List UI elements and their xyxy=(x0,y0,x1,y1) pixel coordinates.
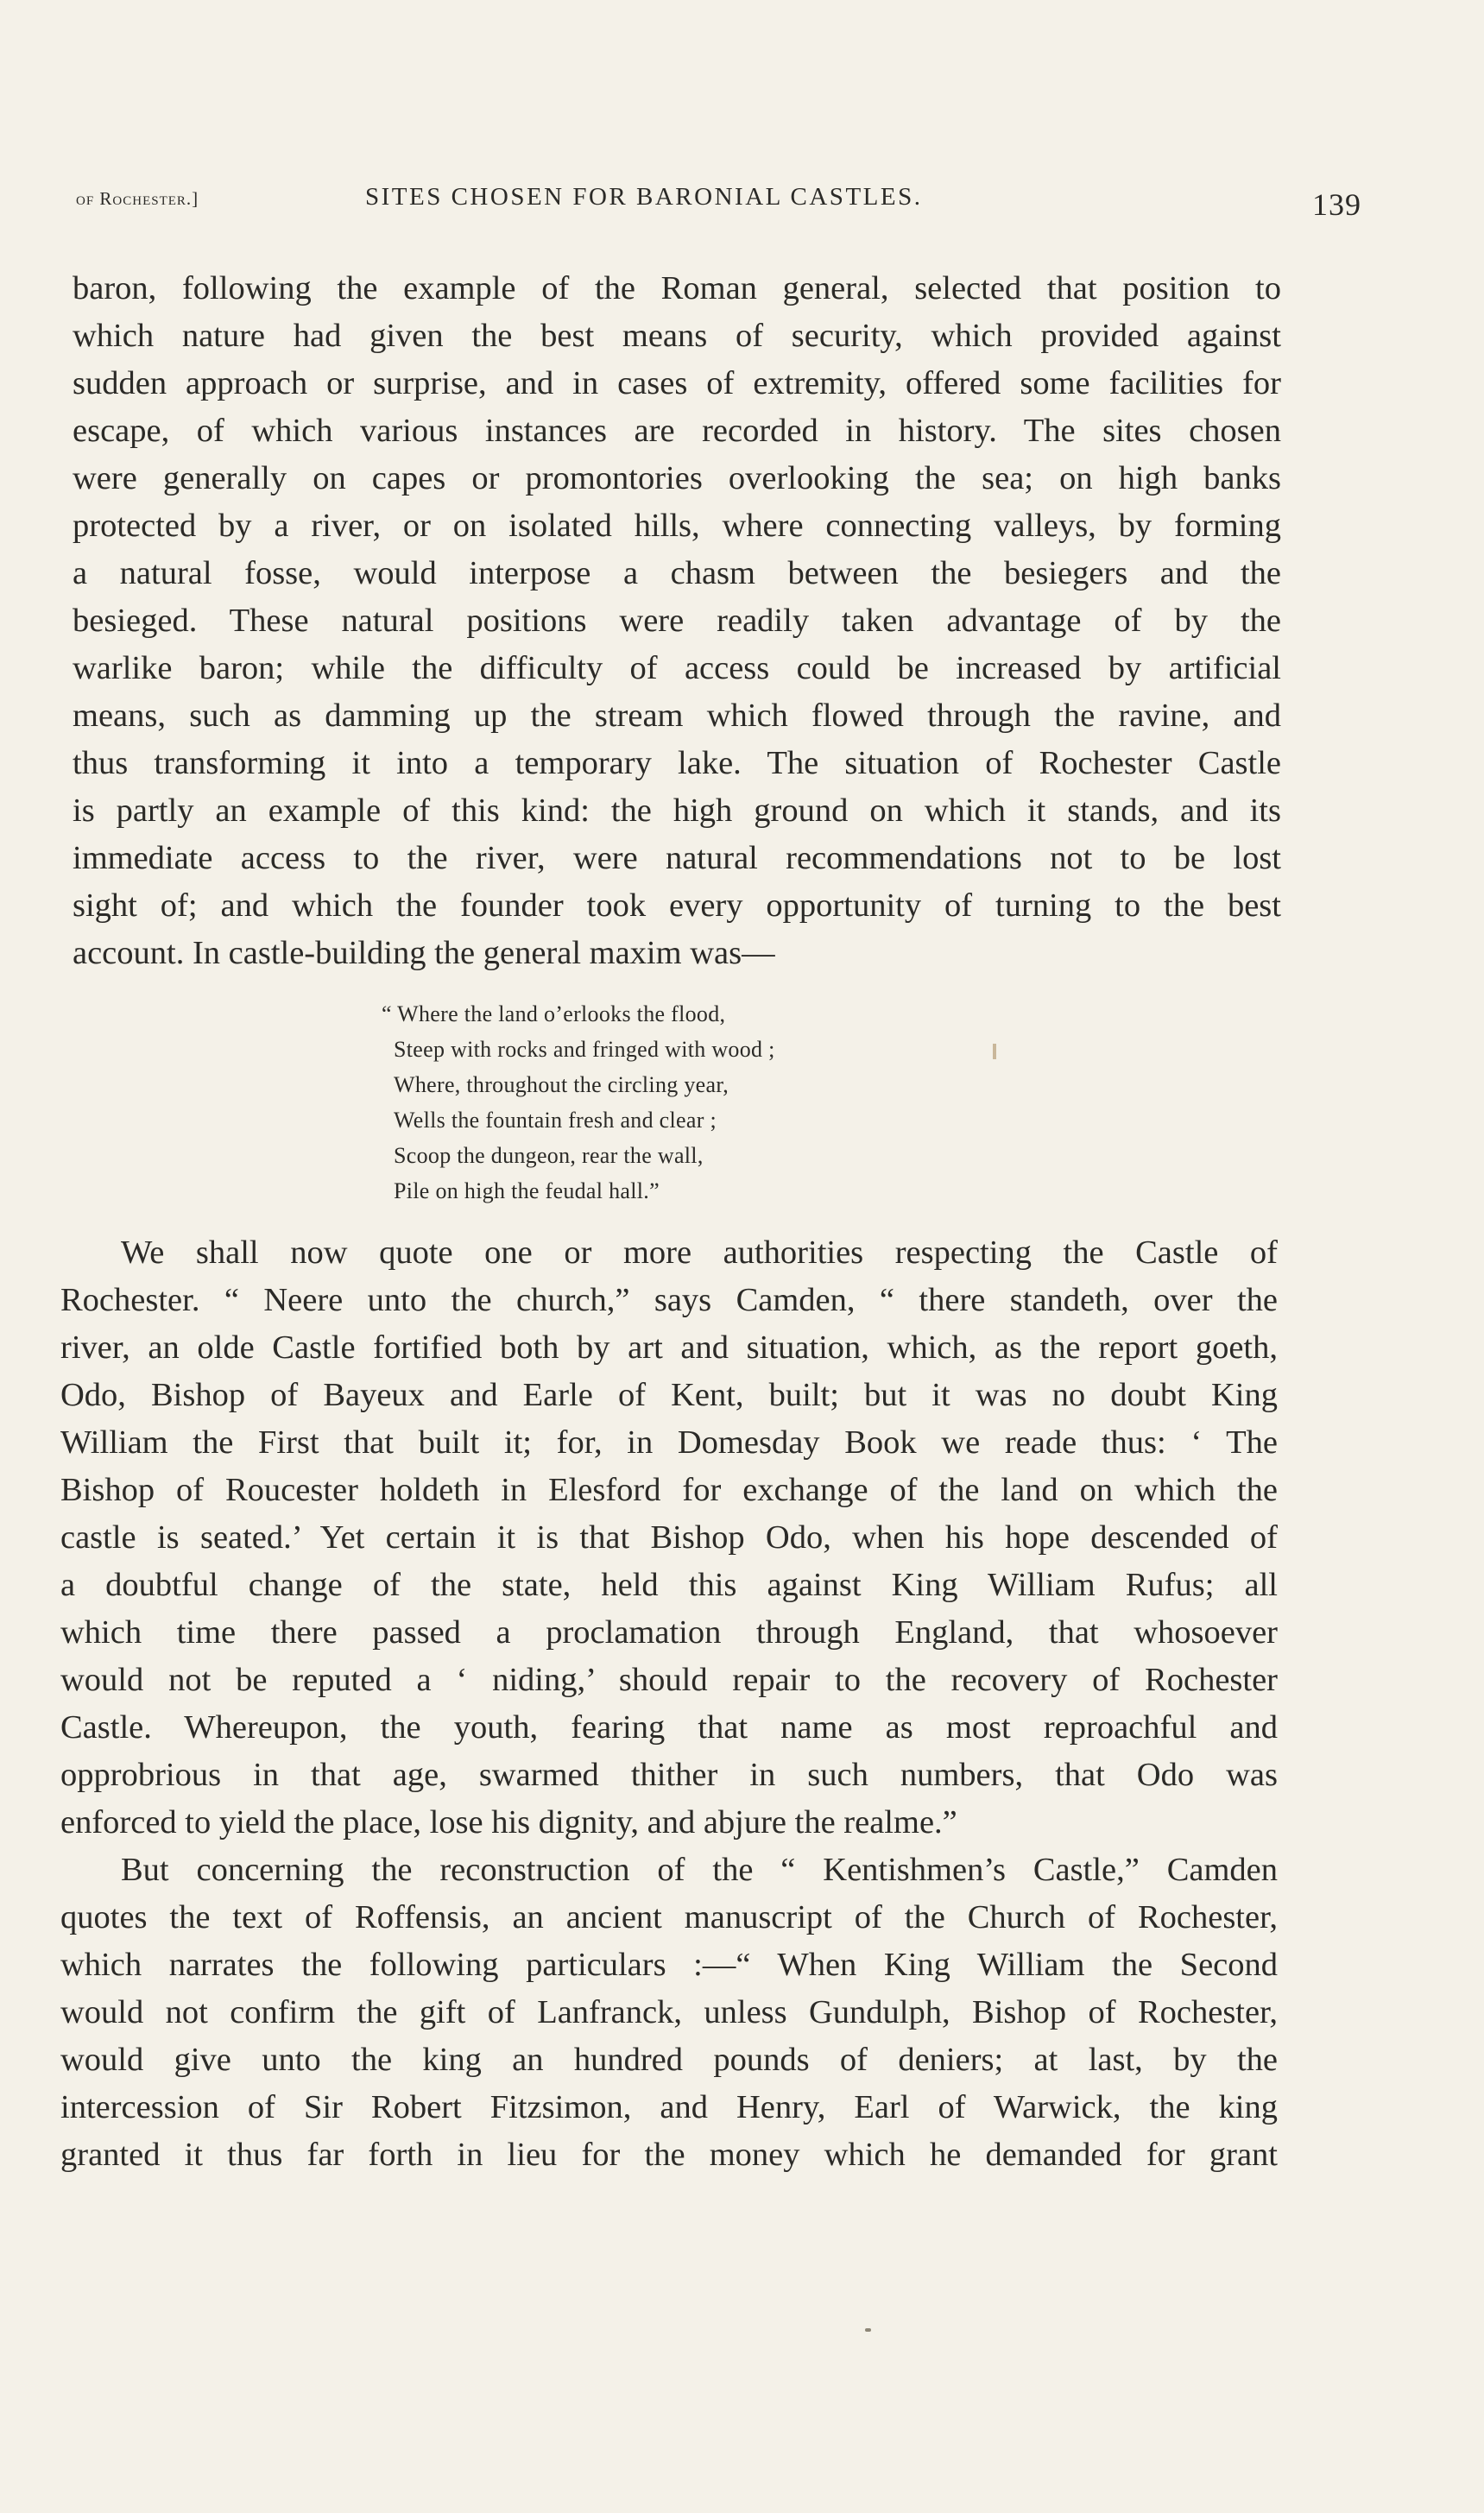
text-line: quotes the text of Roffensis, an ancient manuscript of the Church of Rochester, xyxy=(60,1899,1278,1935)
text-line: granted it thus far forth in lieu for the money which he demanded for grant xyxy=(60,2137,1278,2173)
text-line: a natural fosse, would interpose a chasm between the besiegers and the xyxy=(73,555,1281,591)
verse-line: Wells the fountain fresh and clear ; xyxy=(394,1108,717,1133)
text-line: sudden approach or surprise, and in cases of extremity, offered some facilities for xyxy=(73,365,1281,401)
page-number: 139 xyxy=(1312,187,1361,222)
text-line: We shall now quote one or more authorities respecting the Castle of xyxy=(121,1234,1278,1271)
running-head-left: of Rochester.] xyxy=(76,188,199,209)
verse-line: “ Where the land o’erlooks the flood, xyxy=(382,1001,726,1026)
text-line: sight of; and which the founder took every opportunity of turning to the best xyxy=(73,887,1281,924)
text-line: were generally on capes or promontories overlooking the sea; on high banks xyxy=(73,460,1281,496)
paper-speck xyxy=(865,2328,871,2332)
text-line: escape, of which various instances are recorded in history. The sites chosen xyxy=(73,413,1281,449)
text-line: is partly an example of this kind: the high ground on which it stands, and its xyxy=(73,792,1281,829)
verse-line: Pile on high the feudal hall.” xyxy=(394,1178,660,1203)
verse-line: Where, throughout the circling year, xyxy=(394,1072,729,1097)
running-head-title: SITES CHOSEN FOR BARONIAL CASTLES. xyxy=(365,183,923,211)
text-line: river, an olde Castle fortified both by art and situation, which, as the report goeth, xyxy=(60,1329,1278,1366)
text-line: Odo, Bishop of Bayeux and Earle of Kent, built; but it was no doubt King xyxy=(60,1377,1278,1413)
text-line: besieged. These natural positions were readily taken advantage of by the xyxy=(73,603,1281,639)
text-line: Bishop of Roucester holdeth in Elesford for exchange of the land on which the xyxy=(60,1472,1278,1508)
text-line: thus transforming it into a temporary lake. The situation of Rochester Castle xyxy=(73,745,1281,781)
running-head xyxy=(76,181,1361,224)
text-line: protected by a river, or on isolated hills, where connecting valleys, by forming xyxy=(73,508,1281,544)
text-line: intercession of Sir Robert Fitzsimon, and Henry, Earl of Warwick, the king xyxy=(60,2089,1278,2125)
text-line: William the First that built it; for, in Domesday Book we reade thus: ‘ The xyxy=(60,1424,1278,1461)
text-line: would not be reputed a ‘ niding,’ should repair to the recovery of Rochester xyxy=(60,1662,1278,1698)
text-line: which narrates the following particulars :—“ When King William the Second xyxy=(60,1947,1278,1983)
text-line: warlike baron; while the difficulty of access could be increased by artificial xyxy=(73,650,1281,686)
verse-line: Scoop the dungeon, rear the wall, xyxy=(394,1143,704,1168)
text-line: opprobrious in that age, swarmed thither in such numbers, that Odo was xyxy=(60,1757,1278,1793)
text-line: a doubtful change of the state, held this against King William Rufus; all xyxy=(60,1567,1278,1603)
text-line: baron, following the example of the Roman general, selected that position to xyxy=(73,270,1281,306)
text-line: immediate access to the river, were natural recommendations not to be lost xyxy=(73,840,1281,876)
text-line: means, such as damming up the stream which flowed through the ravine, and xyxy=(73,698,1281,734)
text-line: which nature had given the best means of security, which provided against xyxy=(73,318,1281,354)
text-line: But concerning the reconstruction of the “ Kentishmen’s Castle,” Camden xyxy=(121,1852,1278,1888)
text-line: Castle. Whereupon, the youth, fearing that name as most reproachful and xyxy=(60,1709,1278,1746)
text-line: would give unto the king an hundred pounds of deniers; at last, by the xyxy=(60,2042,1278,2078)
text-line: would not confirm the gift of Lanfranck, unless Gundulph, Bishop of Rochester, xyxy=(60,1994,1278,2030)
text-line: which time there passed a proclamation through England, that whosoever xyxy=(60,1614,1278,1651)
text-line: Rochester. “ Neere unto the church,” says Camden, “ there standeth, over the xyxy=(60,1282,1278,1318)
text-line: enforced to yield the place, lose his dignity, and abjure the realme.” xyxy=(60,1804,957,1841)
margin-mark xyxy=(993,1044,996,1059)
text-line: castle is seated.’ Yet certain it is that Bishop Odo, when his hope descended of xyxy=(60,1519,1278,1556)
verse-line: Steep with rocks and fringed with wood ; xyxy=(394,1037,775,1062)
text-line: account. In castle-building the general maxim was— xyxy=(73,935,775,971)
